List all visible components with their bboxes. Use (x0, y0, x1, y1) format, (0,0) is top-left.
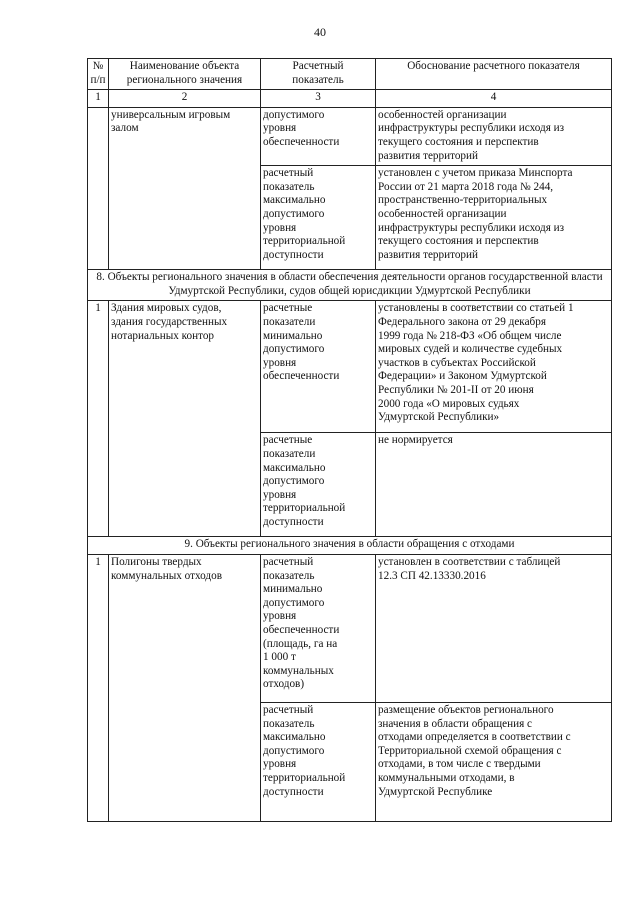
basis-cell: не нормируется (376, 433, 612, 537)
objects-table (87, 58, 612, 822)
indicator-cell: расчетный показатель минимально допустимого уровня обеспеченности (площадь, га на 1 000 т коммунальных отходов) (261, 554, 376, 702)
basis-cell: установлен в соответствии с таблицей 12.3 СП 42.13330.2016 (376, 554, 612, 702)
table-header-row (88, 59, 612, 90)
header-basis: Обоснование расчетного показателя (376, 59, 612, 90)
object-name-cell: Полигоны твердых коммунальных отходов (109, 554, 261, 821)
section-9-title: 9. Объекты регионального значения в области обращения с отходами (88, 537, 612, 555)
table-row (88, 301, 612, 433)
row-number-cell: 1 (88, 554, 109, 821)
indicator-cell: расчетный показатель максимально допустимого уровня территориальной доступности (261, 166, 376, 270)
indicator-cell: расчетные показатели минимально допустимого уровня обеспеченности (261, 301, 376, 433)
table-row (88, 107, 612, 165)
section-heading-row (88, 270, 612, 301)
column-number-2: 2 (109, 90, 261, 108)
row-number-cell: 1 (88, 301, 109, 537)
column-number-4: 4 (376, 90, 612, 108)
row-number-cell (88, 107, 109, 269)
basis-cell: установлен с учетом приказа Минспорта России от 21 марта 2018 года № 244, пространственно-территориальных особенностей организации инфраструктуры республики исходя из текущего состояния и перспектив развития территорий (376, 166, 612, 270)
column-numbering-row (88, 90, 612, 108)
table-row (88, 554, 612, 702)
indicator-cell: расчетный показатель максимально допустимого уровня территориальной доступности (261, 702, 376, 821)
header-object-name: Наименование объекта регионального значения (109, 59, 261, 90)
section-8-title: 8. Объекты регионального значения в области обеспечения деятельности органов государственной власти Удмуртской Республики, судов общей юрисдикции Удмуртской Республики (88, 270, 612, 301)
basis-cell: размещение объектов регионального значения в области обращения с отходами определяется в соответствии с Территориальной схемой обращения с отходами, в том числе с твердыми коммунальными отходами, в Удмуртской Республике (376, 702, 612, 821)
indicator-cell: расчетные показатели максимально допустимого уровня территориальной доступности (261, 433, 376, 537)
indicator-cell: допустимого уровня обеспеченности (261, 107, 376, 165)
page-number: 40 (314, 25, 326, 39)
section-heading-row (88, 537, 612, 555)
column-number-3: 3 (261, 90, 376, 108)
basis-cell: особенностей организации инфраструктуры республики исходя из текущего состояния и перспектив развития территорий (376, 107, 612, 165)
column-number-1: 1 (88, 90, 109, 108)
header-number: № п/п (88, 59, 109, 90)
object-name-cell: универсальным игровым залом (109, 107, 261, 269)
object-name-cell: Здания мировых судов, здания государственных нотариальных контор (109, 301, 261, 537)
header-indicator: Расчетный показатель (261, 59, 376, 90)
basis-cell: установлены в соответствии со статьей 1 Федерального закона от 29 декабря 1999 года № 218-ФЗ «Об общем числе мировых судей и количестве судебных участков в субъектах Российской Федерации» и Законом Удмуртской Республики № 201-II от 20 июня 2000 года «О мировых судьях Удмуртской Республики» (376, 301, 612, 433)
